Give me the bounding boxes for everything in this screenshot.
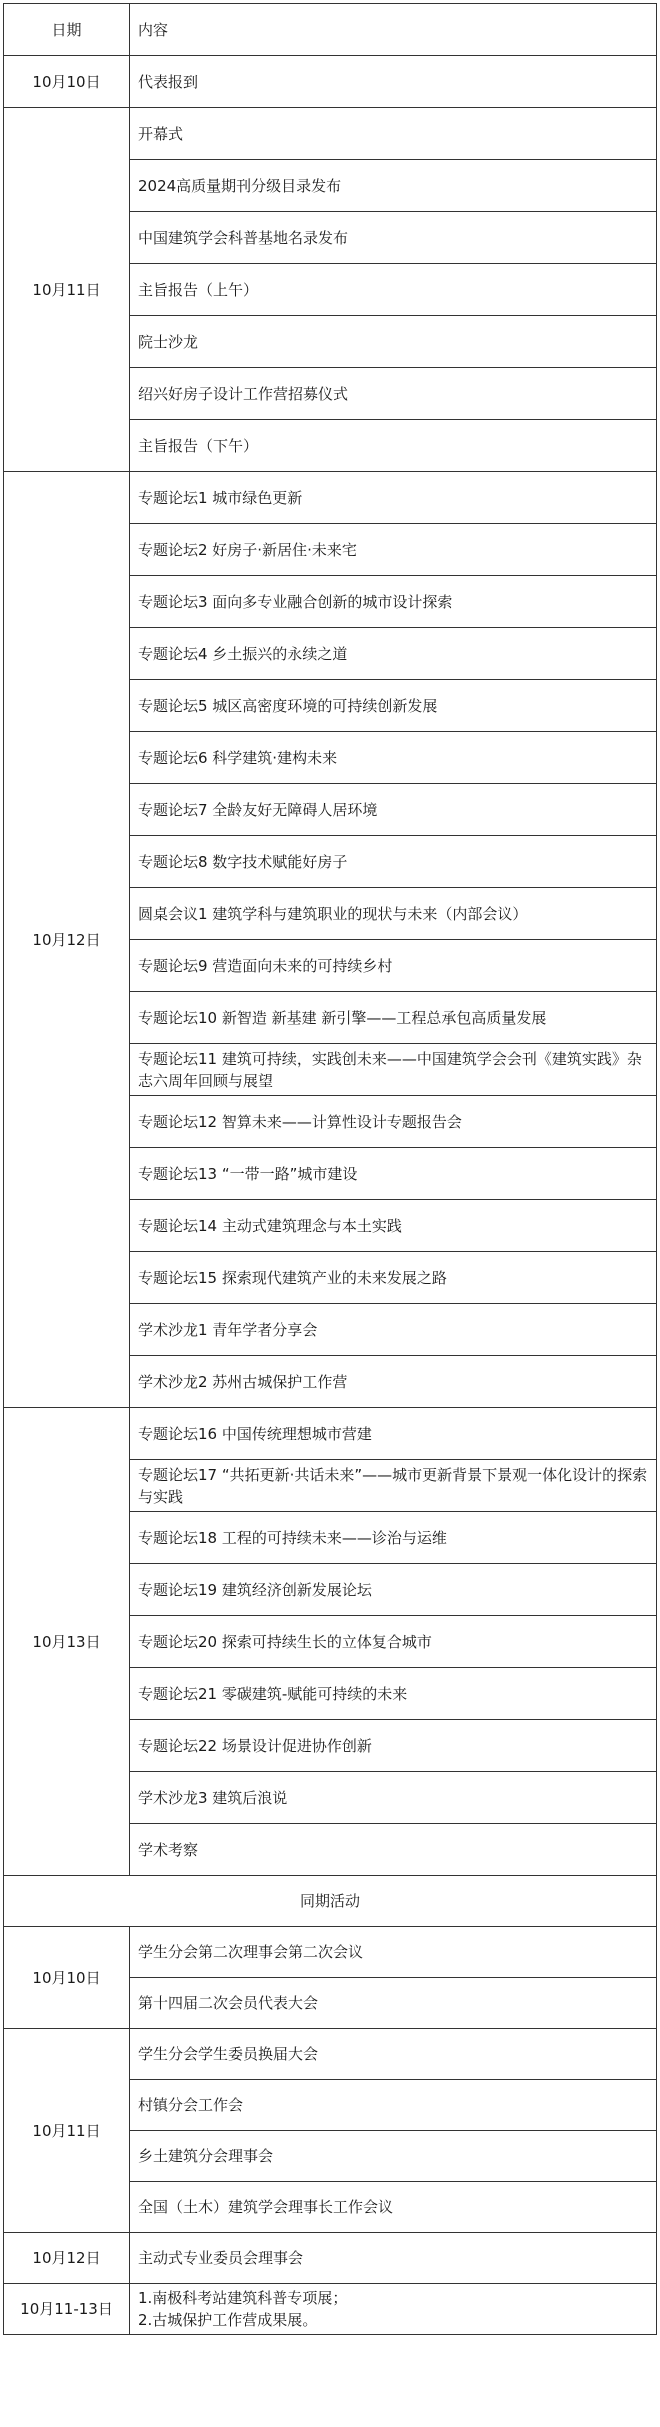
content-cell: 学生分会学生委员换届大会 xyxy=(130,2029,657,2080)
content-cell: 学术沙龙3 建筑后浪说 xyxy=(130,1772,657,1824)
date-cell: 10月12日 xyxy=(4,472,130,1408)
content-cell: 2024高质量期刊分级目录发布 xyxy=(130,160,657,212)
content-cell: 圆桌会议1 建筑学科与建筑职业的现状与未来（内部会议） xyxy=(130,888,657,940)
content-cell: 专题论坛14 主动式建筑理念与本土实践 xyxy=(130,1200,657,1252)
table-row xyxy=(4,2029,657,2080)
content-cell: 专题论坛4 乡土振兴的永续之道 xyxy=(130,628,657,680)
content-cell: 专题论坛10 新智造 新基建 新引擎——工程总承包高质量发展 xyxy=(130,992,657,1044)
content-cell: 专题论坛1 城市绿色更新 xyxy=(130,472,657,524)
content-cell: 学术沙龙1 青年学者分享会 xyxy=(130,1304,657,1356)
content-cell: 专题论坛19 建筑经济创新发展论坛 xyxy=(130,1564,657,1616)
table-row xyxy=(4,108,657,160)
table-row xyxy=(4,1408,657,1460)
content-cell: 专题论坛6 科学建筑·建构未来 xyxy=(130,732,657,784)
header-row xyxy=(4,4,657,56)
content-cell: 中国建筑学会科普基地名录发布 xyxy=(130,212,657,264)
date-cell: 10月12日 xyxy=(4,2233,130,2284)
content-cell: 全国（土木）建筑学会理事长工作会议 xyxy=(130,2182,657,2233)
content-cell: 专题论坛21 零碳建筑-赋能可持续的未来 xyxy=(130,1668,657,1720)
table-row xyxy=(4,56,657,108)
table-row xyxy=(4,1927,657,1978)
table-row xyxy=(4,472,657,524)
content-cell: 乡土建筑分会理事会 xyxy=(130,2131,657,2182)
content-cell: 专题论坛8 数字技术赋能好房子 xyxy=(130,836,657,888)
date-cell: 10月10日 xyxy=(4,56,130,108)
date-cell: 10月11日 xyxy=(4,108,130,472)
content-cell: 学术考察 xyxy=(130,1824,657,1876)
content-cell: 专题论坛3 面向多专业融合创新的城市设计探索 xyxy=(130,576,657,628)
content-cell: 主旨报告（上午） xyxy=(130,264,657,316)
content-cell: 专题论坛15 探索现代建筑产业的未来发展之路 xyxy=(130,1252,657,1304)
content-cell: 代表报到 xyxy=(130,56,657,108)
content-cell: 学生分会第二次理事会第二次会议 xyxy=(130,1927,657,1978)
header-date: 日期 xyxy=(4,4,130,56)
content-cell: 主动式专业委员会理事会 xyxy=(130,2233,657,2284)
exhibit-line: 2.古城保护工作营成果展。 xyxy=(138,2311,318,2329)
content-cell: 专题论坛11 建筑可持续，实践创未来——中国建筑学会会刊《建筑实践》杂志六周年回顾与展望 xyxy=(130,1044,657,1096)
date-cell: 10月11-13日 xyxy=(4,2284,130,2335)
content-cell: 专题论坛9 营造面向未来的可持续乡村 xyxy=(130,940,657,992)
section-row xyxy=(4,1876,657,1927)
content-cell: 专题论坛2 好房子·新居住·未来宅 xyxy=(130,524,657,576)
content-cell: 绍兴好房子设计工作营招募仪式 xyxy=(130,368,657,420)
content-cell: 开幕式 xyxy=(130,108,657,160)
header-content: 内容 xyxy=(130,4,657,56)
content-cell: 专题论坛12 智算未来——计算性设计专题报告会 xyxy=(130,1096,657,1148)
table-row xyxy=(4,2284,657,2335)
date-cell: 10月11日 xyxy=(4,2029,130,2233)
content-cell: 专题论坛18 工程的可持续未来——诊治与运维 xyxy=(130,1512,657,1564)
content-cell xyxy=(130,2284,657,2335)
content-cell: 村镇分会工作会 xyxy=(130,2080,657,2131)
content-cell: 院士沙龙 xyxy=(130,316,657,368)
schedule-table xyxy=(3,3,657,2335)
content-cell: 学术沙龙2 苏州古城保护工作营 xyxy=(130,1356,657,1408)
section-title: 同期活动 xyxy=(4,1876,657,1927)
content-cell: 第十四届二次会员代表大会 xyxy=(130,1978,657,2029)
date-cell: 10月13日 xyxy=(4,1408,130,1876)
content-cell: 专题论坛20 探索可持续生长的立体复合城市 xyxy=(130,1616,657,1668)
table-row xyxy=(4,2233,657,2284)
content-cell: 专题论坛16 中国传统理想城市营建 xyxy=(130,1408,657,1460)
content-cell: 专题论坛17 “共拓更新·共话未来”——城市更新背景下景观一体化设计的探索与实践 xyxy=(130,1460,657,1512)
content-cell: 专题论坛13 “一带一路”城市建设 xyxy=(130,1148,657,1200)
content-cell: 专题论坛5 城区高密度环境的可持续创新发展 xyxy=(130,680,657,732)
content-cell: 专题论坛22 场景设计促进协作创新 xyxy=(130,1720,657,1772)
content-cell: 专题论坛7 全龄友好无障碍人居环境 xyxy=(130,784,657,836)
content-cell: 主旨报告（下午） xyxy=(130,420,657,472)
exhibit-line: 1.南极科考站建筑科普专项展； xyxy=(138,2289,348,2307)
date-cell: 10月10日 xyxy=(4,1927,130,2029)
